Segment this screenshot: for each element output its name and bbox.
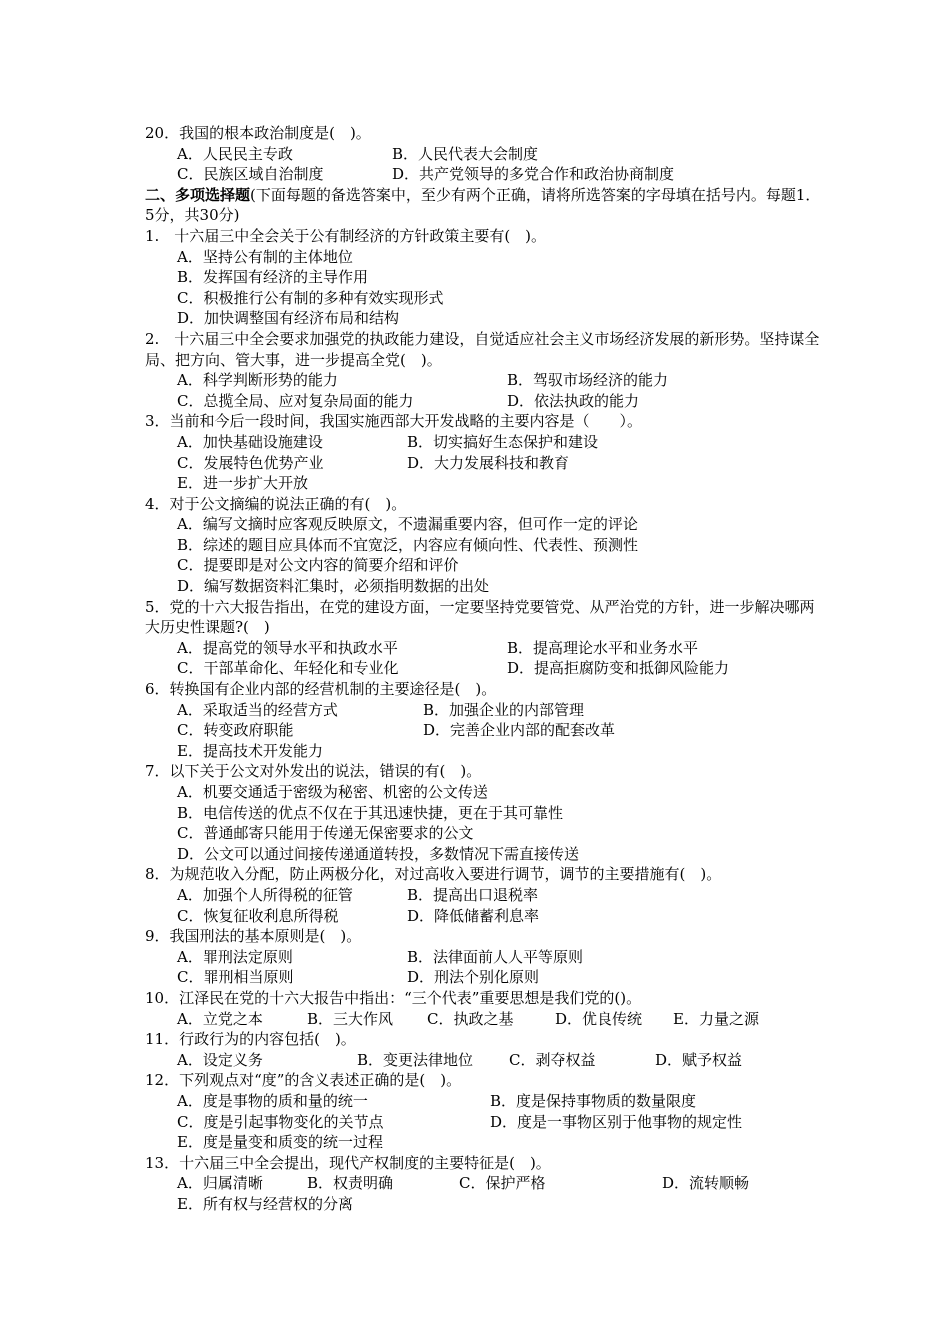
- question-stem: 2. 十六届三中全会要求加强党的执政能力建设，自觉适应社会主义市场经济发展的新形势。坚持谋全局、把方向、管大事，进一步提高全党( )。: [145, 329, 820, 369]
- option-row: [145, 967, 825, 988]
- option-b: B．法律面前人人平等原则: [407, 947, 584, 966]
- option-c: C．积极推行公有制的多种有效实现形式: [177, 288, 444, 307]
- option-a: A．加快基础设施建设: [177, 432, 323, 451]
- option-row: [145, 638, 825, 659]
- option-c: C．度是引起事物变化的关节点: [177, 1112, 384, 1131]
- option-b: B．提高理论水平和业务水平: [507, 638, 699, 657]
- option-d: D．编写数据资料汇集时，必须指明数据的出处: [177, 577, 490, 596]
- option-row: [145, 906, 825, 927]
- question-stem: 8．为规范收入分配，防止两极分化，对过高收入要进行调节，调节的主要措施有( )。: [145, 865, 722, 884]
- question-stem: 10．江泽民在党的十六大报告中指出：“三个代表”重要思想是我们党的()。: [145, 988, 642, 1007]
- question-stem: 12．下列观点对“度”的含义表述正确的是( )。: [145, 1071, 462, 1090]
- option-a: A．编写文摘时应客观反映原文，不遗漏重要内容，但可作一定的评论: [177, 515, 638, 534]
- option-row: [145, 1050, 825, 1071]
- option-c: C．保护严格: [459, 1174, 546, 1193]
- option-e: E．度是量变和质变的统一过程: [177, 1133, 383, 1152]
- option-a: A．归属清晰: [177, 1174, 263, 1193]
- option-c: C．罪刑相当原则: [177, 968, 294, 987]
- option-c: C．民族区域自治制度: [177, 165, 324, 184]
- option-b: B．加强企业的内部管理: [423, 700, 585, 719]
- option-b: B．电信传送的优点不仅在于其迅速快捷，更在于其可靠性: [177, 803, 564, 822]
- option-e: E．提高技术开发能力: [177, 741, 323, 760]
- question-stem: 3．当前和今后一段时间，我国实施西部大开发战略的主要内容是（ ）。: [145, 412, 643, 431]
- option-row: [145, 1091, 825, 1112]
- option-row: [145, 144, 825, 165]
- option-row: [145, 391, 825, 412]
- option-a: A．人民民主专政: [177, 144, 293, 163]
- question-stem: 4．对于公文摘编的说法正确的有( )。: [145, 494, 407, 513]
- question-stem: 5．党的十六大报告指出，在党的建设方面，一定要坚持党要管党、从严治党的方针，进一步解决哪两大历史性课题?( ): [145, 597, 815, 637]
- option-row: [145, 947, 825, 968]
- option-a: A．立党之本: [177, 1009, 263, 1028]
- option-row: [145, 1009, 825, 1030]
- option-b: B．度是保持事物质的数量限度: [490, 1091, 697, 1110]
- option-b: B．三大作风: [307, 1009, 394, 1028]
- option-c: C．转变政府职能: [177, 721, 294, 740]
- section-title: 二、多项选择题: [145, 185, 251, 204]
- option-a: A．机要交通适于密级为秘密、机密的公文传送: [177, 783, 488, 801]
- option-row: [145, 658, 825, 679]
- option-e: E．进一步扩大开放: [177, 474, 308, 493]
- option-a: A．科学判断形势的能力: [177, 371, 338, 390]
- option-row: [145, 1173, 825, 1194]
- option-d: D．提高拒腐防变和抵御风险能力: [507, 659, 730, 678]
- option-c: C．干部革命化、年轻化和专业化: [177, 659, 399, 678]
- option-b: B．变更法律地位: [357, 1050, 474, 1069]
- option-b: B．提高出口退税率: [407, 885, 539, 904]
- option-d: D．依法执政的能力: [507, 391, 640, 410]
- option-row: [145, 700, 825, 721]
- option-row: [145, 432, 825, 453]
- option-d: D．共产党领导的多党合作和政治协商制度: [392, 165, 675, 184]
- option-e: E．力量之源: [673, 1009, 759, 1028]
- option-d: D．流转顺畅: [662, 1174, 750, 1193]
- option-d: D．刑法个别化原则: [407, 968, 540, 987]
- option-d: D．完善企业内部的配套改革: [423, 721, 616, 740]
- option-a: A．设定义务: [177, 1050, 263, 1069]
- option-row: [145, 885, 825, 906]
- option-b: B．发挥国有经济的主导作用: [177, 268, 369, 287]
- option-b: B．切实搞好生态保护和建设: [407, 432, 599, 451]
- option-d: D．大力发展科技和教育: [407, 453, 570, 472]
- option-row: [145, 164, 825, 185]
- option-b: B．人民代表大会制度: [392, 144, 539, 163]
- option-c: C．发展特色优势产业: [177, 453, 324, 472]
- section-instructions: (下面每题的备选答案中，至少有两个正确，请将所选答案的字母填在括号内。每题1．5分，共30分): [145, 185, 821, 225]
- question-stem: 11．行政行为的内容包括( )。: [145, 1030, 356, 1049]
- question-stem: 13．十六届三中全会提出，现代产权制度的主要特征是( )。: [145, 1153, 551, 1172]
- option-row: [145, 453, 825, 474]
- option-c: C．执政之基: [427, 1009, 514, 1028]
- option-d: D．降低储蓄利息率: [407, 906, 540, 925]
- option-c: C．提要即是对公文内容的简要介绍和评价: [177, 556, 459, 575]
- option-a: A．加强个人所得税的征管: [177, 885, 353, 904]
- question-stem: 7．以下关于公文对外发出的说法，错误的有( )。: [145, 762, 482, 781]
- option-c: C．剥夺权益: [509, 1050, 596, 1069]
- option-b: B．综述的题目应具体而不宜宽泛，内容应有倾向性、代表性、预测性: [177, 535, 639, 554]
- option-c: C．普通邮寄只能用于传递无保密要求的公文: [177, 824, 474, 843]
- section-heading: [145, 185, 825, 226]
- option-c: C．恢复征收利息所得税: [177, 906, 339, 925]
- option-d: D．优良传统: [555, 1009, 643, 1028]
- option-a: A．罪刑法定原则: [177, 947, 293, 966]
- option-a: A．采取适当的经营方式: [177, 700, 338, 719]
- option-a: A．度是事物的质和量的统一: [177, 1091, 368, 1110]
- option-d: D．度是一事物区别于他事物的规定性: [490, 1112, 743, 1131]
- option-d: D．加快调整国有经济布局和结构: [177, 309, 400, 328]
- option-d: D．赋予权益: [655, 1050, 743, 1069]
- option-a: A．坚持公有制的主体地位: [177, 247, 353, 266]
- question-stem: 20．我国的根本政治制度是( )。: [145, 124, 371, 142]
- option-e: E．所有权与经营权的分离: [177, 1194, 353, 1213]
- question-stem: 1. 十六届三中全会关于公有制经济的方针政策主要有( )。: [145, 226, 547, 245]
- option-b: B．驾驭市场经济的能力: [507, 371, 669, 390]
- option-b: B．权责明确: [307, 1174, 394, 1193]
- option-d: D．公文可以通过间接传递通道转投，多数情况下需直接传送: [177, 844, 580, 863]
- option-c: C．总揽全局、应对复杂局面的能力: [177, 391, 414, 410]
- option-row: [145, 720, 825, 741]
- question-stem: 9．我国刑法的基本原则是( )。: [145, 927, 362, 946]
- option-a: A．提高党的领导水平和执政水平: [177, 638, 398, 657]
- question-stem: 6．转换国有企业内部的经营机制的主要途径是( )。: [145, 680, 497, 699]
- option-row: [145, 370, 825, 391]
- option-row: [145, 1112, 825, 1133]
- exam-page: [145, 123, 825, 1214]
